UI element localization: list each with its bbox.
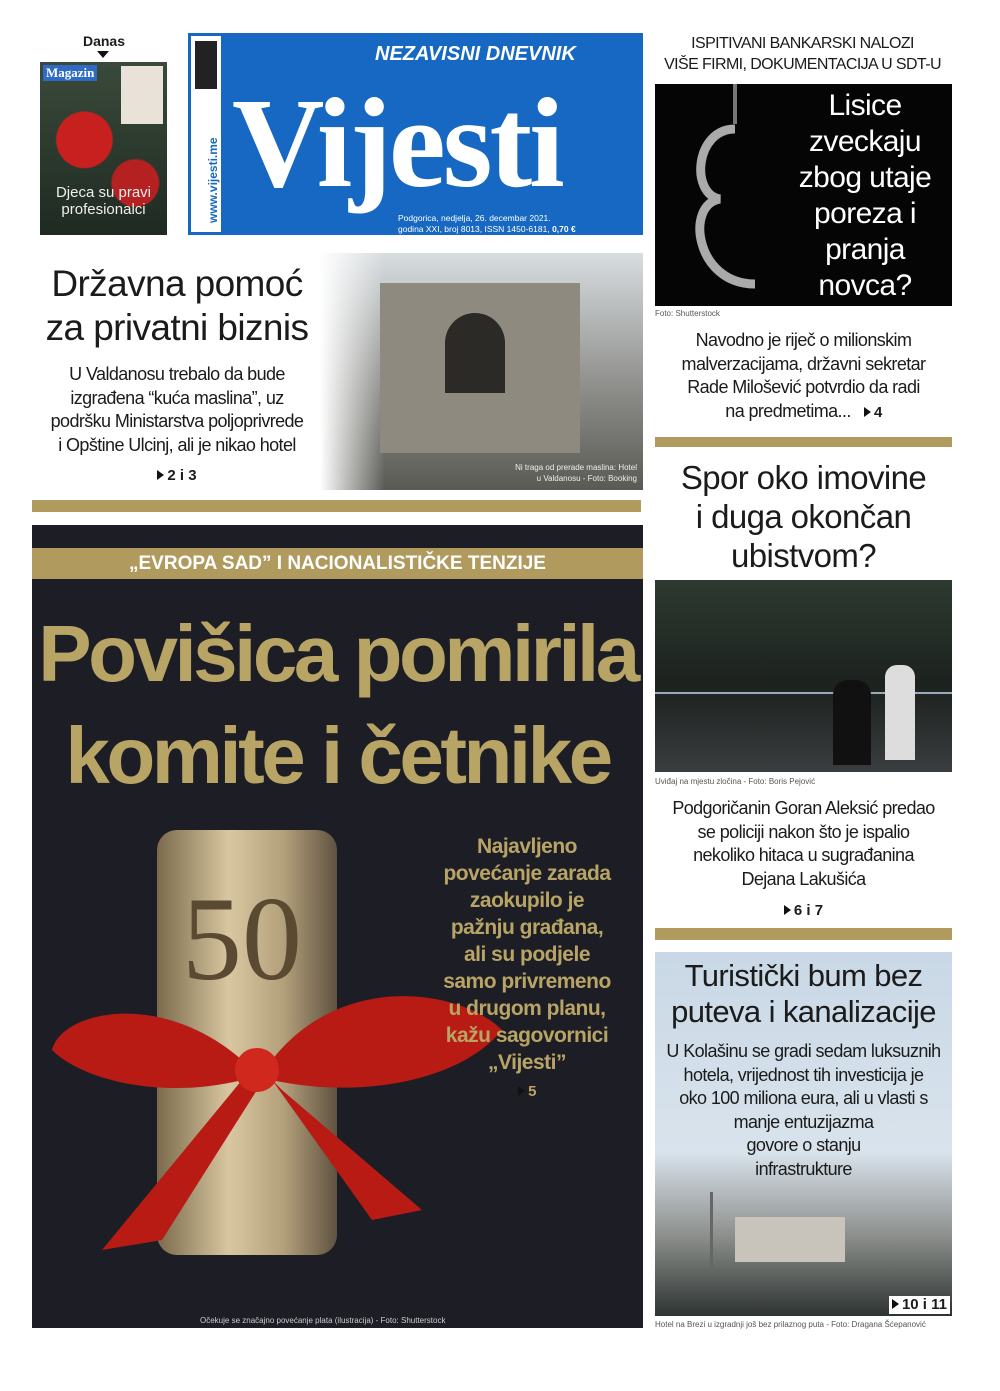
body-line: nekoliko hitaca u sugrađanina	[693, 845, 914, 865]
logo: Vijesti	[232, 72, 562, 214]
kicker: VIŠE FIRMI, DOKUMENTACIJA U SDT-U	[664, 56, 941, 73]
body-line: povećanje zarada	[443, 862, 611, 885]
photo-credit: Foto: Shutterstock	[655, 309, 720, 318]
body-line: samo privremeno	[443, 970, 611, 993]
magazine-title: Magazin	[43, 65, 97, 81]
dateline: Podgorica, nedjelja, 26. decembar 2021.	[398, 213, 551, 223]
body-line: oko 100 miliona eura, ali u vlasti s	[679, 1088, 928, 1108]
headline-line: komite i četnike	[65, 711, 610, 800]
body-line: podršku Ministarstva poljoprivrede	[50, 411, 304, 431]
body-line: i Opštine Ulcinj, ali je nikao hotel	[58, 434, 296, 455]
headline-line: puteva i kanalizacije	[671, 994, 936, 1029]
body-line: „Vijesti”	[488, 1051, 566, 1074]
page-ref[interactable]: 2 i 3	[157, 467, 196, 484]
photo-caption: Očekuje se značajno povećanje plata (ilustracija) - Foto: Shutterstock	[200, 1316, 446, 1325]
page-ref[interactable]: 6 i 7	[784, 902, 823, 919]
headline-line: poreza i	[814, 197, 916, 230]
crane-icon	[710, 1192, 713, 1272]
lead-kicker: „EVROPA SAD” I NACIONALISTIČKE TENZIJE	[32, 548, 643, 579]
photo-caption: Uviđaj na mjestu zločina - Foto: Boris Pejović	[655, 777, 816, 786]
issue-info: godina XXI, broj 8013, ISSN 1450-6181,	[398, 224, 550, 234]
body-line: infrastrukture	[755, 1158, 852, 1179]
headline-line: Spor oko imovine	[680, 459, 927, 496]
magazine-headline: Djeca su pravi profesionalci	[55, 184, 152, 218]
body-line: pažnju građana,	[450, 916, 604, 939]
body-line: zaokupilo je	[469, 889, 585, 912]
headline-line: zveckaju	[809, 125, 921, 158]
headline-line: ubistvom?	[730, 537, 876, 574]
headline-line: i duga okončan	[695, 498, 912, 535]
tagline: NEZAVISNI DNEVNIK	[375, 43, 576, 65]
headline-line: za privatni biznis	[45, 307, 309, 348]
handcuffs-icon	[675, 84, 795, 306]
magazine-teaser[interactable]	[40, 62, 167, 235]
divider	[32, 500, 641, 512]
page-ref[interactable]: 4	[864, 404, 882, 421]
body-line: hotela, vrijednost tih investicija je	[683, 1064, 924, 1085]
tourism-story	[655, 952, 952, 1316]
headline-line: novca?	[818, 269, 912, 302]
body-line: malverzacijama, državni sekretar	[681, 353, 926, 374]
teaser-label: Danas	[82, 33, 126, 49]
body-line: u drugom planu,	[448, 997, 606, 1020]
page-ref[interactable]: 5	[518, 1083, 536, 1100]
lead-story	[32, 525, 643, 1328]
body-line: manje entuzijazma	[733, 1111, 874, 1132]
headline-line: Turistički bum bez	[684, 958, 923, 993]
body-line: Rade Milošević potvrdio da radi	[687, 377, 920, 397]
body-line: se policiji nakon što je ispalio	[697, 821, 910, 842]
body-line: na predmetima...	[725, 400, 851, 421]
crime-scene-photo[interactable]	[655, 580, 952, 772]
website: www.vijesti.me	[206, 137, 220, 223]
arrow-down-icon	[97, 51, 109, 58]
photo-caption: Ni traga od prerade maslina: Hotel	[515, 463, 637, 472]
page-ref[interactable]: 10 i 11	[892, 1296, 947, 1313]
headline-line: pranja	[825, 233, 905, 266]
money-photo[interactable]: 50	[42, 830, 412, 1260]
barcode-icon	[195, 41, 217, 89]
body-line: Dejana Lakušića	[741, 868, 866, 889]
masthead	[188, 33, 643, 235]
body-line: govore o stanju	[746, 1135, 861, 1155]
photo-caption: u Valdanosu - Foto: Booking	[536, 474, 637, 483]
divider	[655, 437, 952, 447]
body-line: izgrađena “kuća maslina”, uz	[70, 387, 284, 408]
headline-line: Povišica pomirila	[38, 609, 637, 698]
headline-line: zbog utaje	[798, 161, 932, 194]
headline-line: Lisice	[828, 89, 902, 122]
body-line: Najavljeno	[476, 835, 578, 858]
hotel-photo[interactable]	[320, 253, 643, 490]
body-line: kažu sagovornici	[445, 1024, 609, 1047]
kicker: ISPITIVANI BANKARSKI NALOZI	[691, 35, 914, 52]
body-line: Navodno je riječ o milionskim	[695, 330, 912, 350]
body-line: Podgoričanin Goran Aleksić predao	[672, 798, 935, 818]
body-line: U Kolašinu se gradi sedam luksuznih	[666, 1041, 941, 1061]
headline-line: Državna pomoć	[51, 263, 303, 304]
body-line: U Valdanosu trebalo da bude	[69, 364, 285, 384]
divider	[655, 928, 952, 940]
price: 0,70 €	[552, 224, 576, 234]
body-line: ali su podjele	[463, 943, 591, 966]
handcuffs-photo[interactable]	[655, 84, 952, 306]
photo-caption: Hotel na Brezi u izgradnji još bez prilaznog puta - Foto: Dragana Šćepanović	[655, 1320, 926, 1329]
